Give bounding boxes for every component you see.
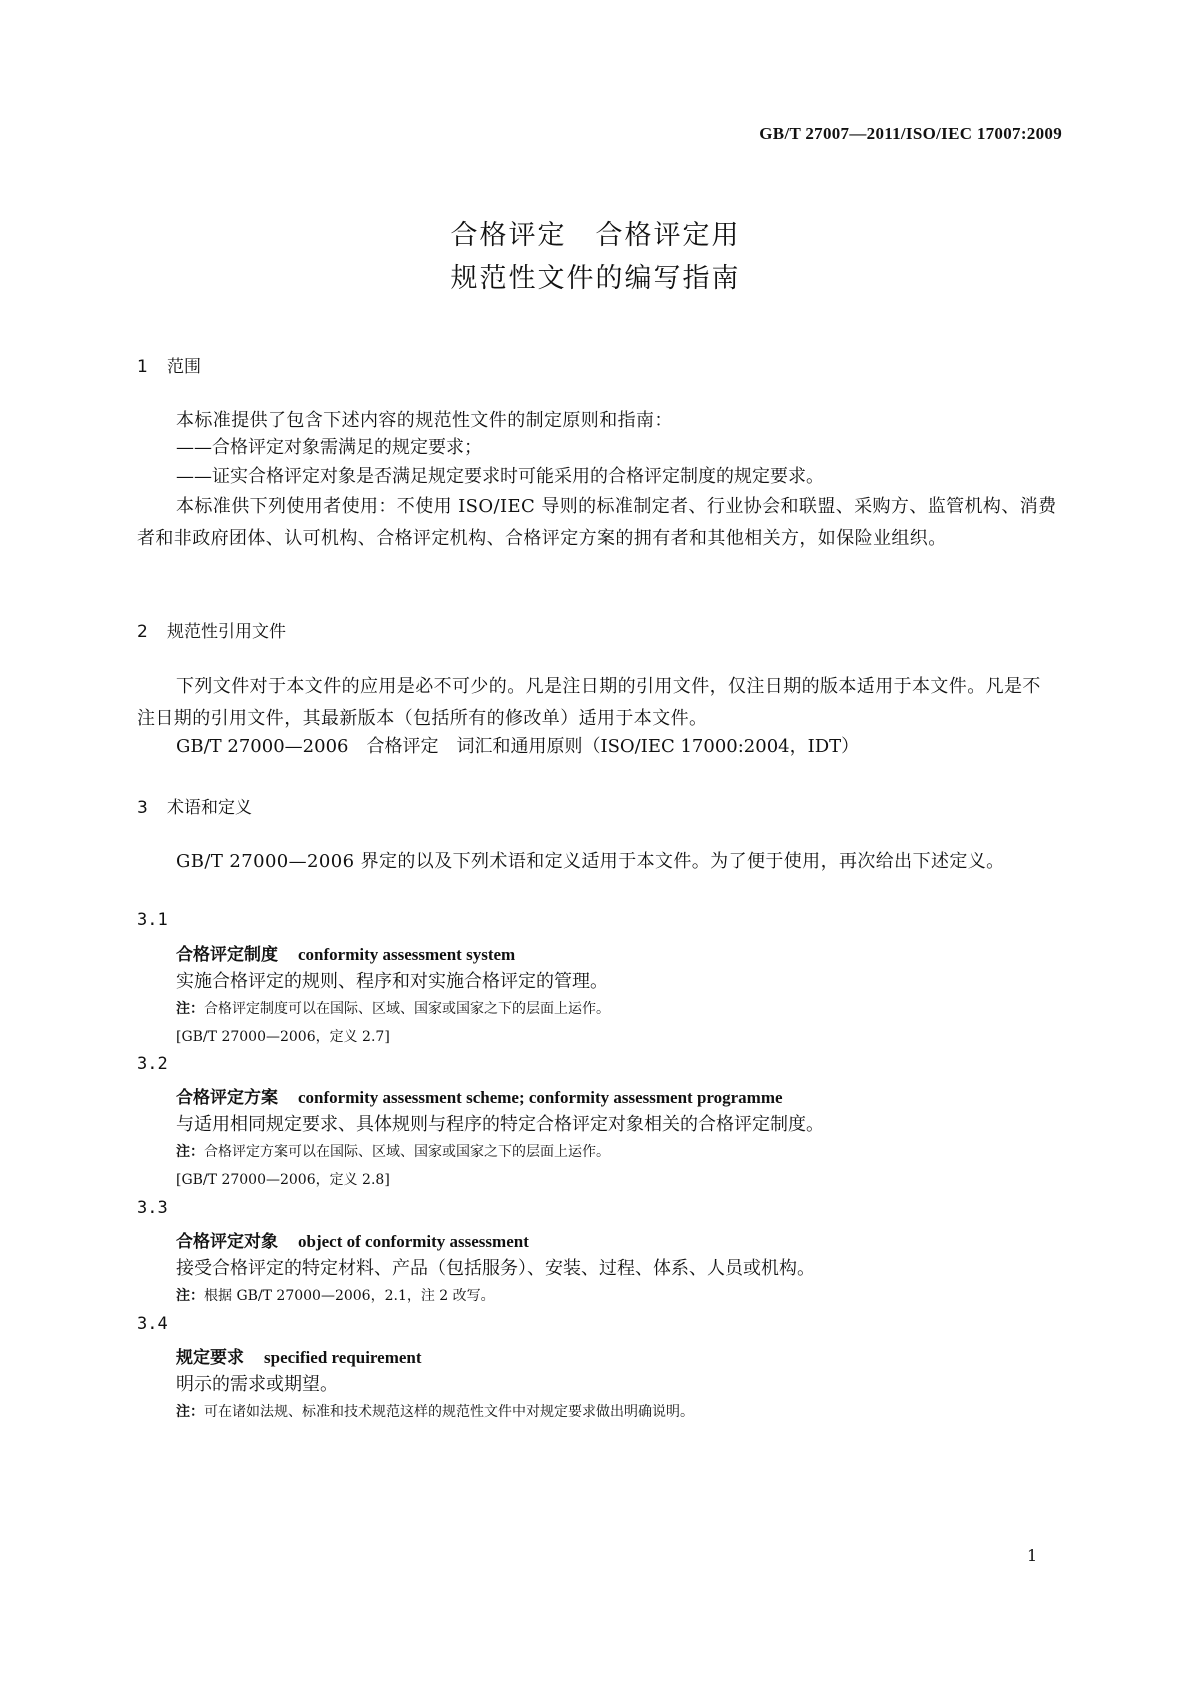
document-title-line-2: 规范性文件的编写指南 <box>450 263 741 294</box>
note-text: 根据 GB/T 27000—2006，2.1，注 2 改写。 <box>204 1288 495 1304</box>
term-heading <box>176 1083 783 1108</box>
term-english: conformity assessment system <box>298 945 516 964</box>
section-number: 1 <box>137 357 148 377</box>
term-note <box>176 1285 495 1305</box>
note-label: 注： <box>176 1404 204 1420</box>
list-item: ——证实合格评定对象是否满足规定要求时可能采用的合格评定制度的规定要求。 <box>176 466 824 487</box>
term-source: [GB/T 27000—2006，定义 2.8] <box>176 1172 390 1188</box>
term-number: 3.2 <box>137 1054 168 1074</box>
section-title: 规范性引用文件 <box>167 622 286 642</box>
section-number: 3 <box>137 798 148 818</box>
note-text: 合格评定方案可以在国际、区域、国家或国家之下的层面上运作。 <box>204 1144 610 1160</box>
term-english: specified requirement <box>264 1348 422 1367</box>
term-english: object of conformity assessment <box>298 1232 529 1251</box>
section-title: 术语和定义 <box>167 798 252 818</box>
section-1-heading <box>137 352 201 377</box>
term-definition: 实施合格评定的规则、程序和对实施合格评定的管理。 <box>176 971 608 992</box>
term-english: conformity assessment scheme; conformity assessment programme <box>298 1088 783 1107</box>
page-number: 1 <box>1027 1546 1038 1565</box>
term-heading <box>176 940 515 965</box>
term-chinese: 规定要求 <box>176 1348 244 1368</box>
document-title-line-1: 合格评定 合格评定用 <box>450 220 741 251</box>
term-note <box>176 1141 610 1161</box>
term-chinese: 合格评定方案 <box>176 1088 278 1108</box>
normative-reference: GB/T 27000—2006 合格评定 词汇和通用原则（ISO/IEC 17000:2004，IDT） <box>176 736 860 757</box>
section-number: 2 <box>137 622 148 642</box>
paragraph: 本标准提供了包含下述内容的规范性文件的制定原则和指南： <box>176 410 673 431</box>
term-definition: 与适用相同规定要求、具体规则与程序的特定合格评定对象相关的合格评定制度。 <box>176 1114 824 1135</box>
list-item: ——合格评定对象需满足的规定要求； <box>176 437 482 458</box>
paragraph: 下列文件对于本文件的应用是必不可少的。凡是注日期的引用文件，仅注日期的版本适用于本文件。凡是不注日期的引用文件，其最新版本（包括所有的修改单）适用于本文件。 <box>137 676 1041 729</box>
term-chinese: 合格评定对象 <box>176 1232 278 1252</box>
term-chinese: 合格评定制度 <box>176 945 278 965</box>
term-note <box>176 1401 694 1421</box>
paragraph: GB/T 27000—2006 界定的以及下列术语和定义适用于本文件。为了便于使用，再次给出下述定义。 <box>176 851 1005 872</box>
section-3-heading <box>137 793 252 818</box>
section-title: 范围 <box>167 357 201 377</box>
note-label: 注： <box>176 1144 204 1160</box>
term-number: 3.3 <box>137 1198 168 1218</box>
note-text: 可在诸如法规、标准和技术规范这样的规范性文件中对规定要求做出明确说明。 <box>204 1404 694 1420</box>
paragraph: 本标准供下列使用者使用：不使用 ISO/IEC 导则的标准制定者、行业协会和联盟、采购方、监管机构、消费者和非政府团体、认可机构、合格评定机构、合格评定方案的拥有者和其他相关方，如保险业组织。 <box>137 496 1057 549</box>
term-number: 3.4 <box>137 1314 168 1334</box>
term-number: 3.1 <box>137 910 168 930</box>
term-definition: 明示的需求或期望。 <box>176 1374 338 1395</box>
note-text: 合格评定制度可以在国际、区域、国家或国家之下的层面上运作。 <box>204 1001 610 1017</box>
term-note <box>176 998 610 1018</box>
term-source: [GB/T 27000—2006，定义 2.7] <box>176 1029 390 1045</box>
term-heading <box>176 1343 422 1368</box>
note-label: 注： <box>176 1288 204 1304</box>
section-2-heading <box>137 617 286 642</box>
standard-code-header: GB/T 27007—2011/ISO/IEC 17007:2009 <box>759 124 1062 143</box>
term-definition: 接受合格评定的特定材料、产品（包括服务）、安装、过程、体系、人员或机构。 <box>176 1258 815 1279</box>
note-label: 注： <box>176 1001 204 1017</box>
term-heading <box>176 1227 529 1252</box>
